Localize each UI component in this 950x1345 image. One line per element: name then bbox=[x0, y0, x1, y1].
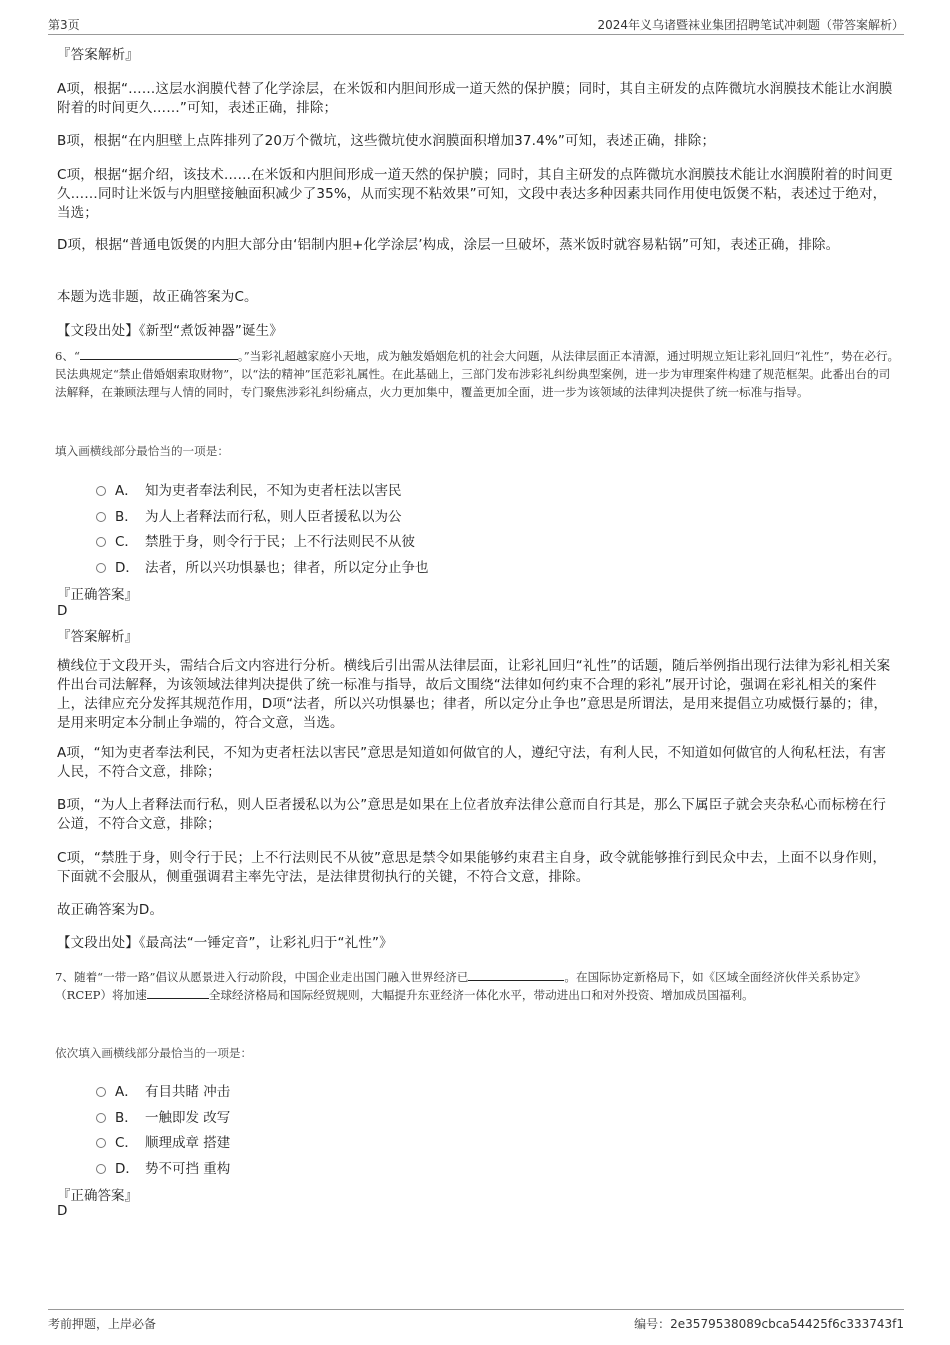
q6-answer-label: 『正确答案』 bbox=[57, 587, 138, 603]
footer-slogan: 考前押题，上岸必备 bbox=[48, 1317, 157, 1331]
q7-stem: 7、随着“一带一路”倡议从愿景进入行动阶段，中国企业走出国门融入世界经济已 。在国际协定新格局下，如《区域全面经济伙伴关系协定》（RCEP）将加速 全球经济格局和国际经贸规则，大幅提升东亚经济一体化水平，带动进出口和对外投资、增加成员国福利。 bbox=[55, 970, 866, 1002]
q6-source: 【文段出处】《最高法“一锤定音”，让彩礼归于“礼性”》 bbox=[57, 935, 393, 951]
q6-option-a[interactable]: A． 知为吏者奉法利民，不知为吏者枉法以害民 bbox=[96, 479, 402, 499]
q7-answer-label: 『正确答案』 bbox=[57, 1188, 138, 1204]
q5-analysis-a: A项，根据“……这层水润膜代替了化学涂层，在米饭和内胆间形成一道天然的保护膜；同时，其自主研发的点阵微坑水润膜技术能让水润膜附着的时间更久……”可知，表述正确，排除； bbox=[57, 81, 893, 116]
q7-answer: D bbox=[57, 1203, 68, 1219]
q7-option-d[interactable]: D． 势不可挡 重构 bbox=[96, 1157, 230, 1177]
q7-blank-1[interactable] bbox=[468, 968, 564, 981]
q7-blank-2[interactable] bbox=[147, 986, 209, 999]
q6-stem-text: 。”当彩礼超越家庭小天地，成为触发婚姻危机的社会大问题，从法律层面正本清源，通过明规立矩让彩礼回归“礼性”，势在必行。民法典规定“禁止借婚姻索取财物”，以“法的精神”匡范彩礼属性。在此基础上，三部门发布涉彩礼纠纷典型案例，进一步为审理案件构建了规范框架。此番出台的司法解释，在兼顾法理与人情的同时，专门聚焦涉彩礼纠纷痛点，火力更加集中，覆盖更加全面，进一步为该领域的法律判决提供了统一标准与指导。 bbox=[55, 349, 900, 399]
page-header bbox=[48, 14, 904, 35]
q6-answer: D bbox=[57, 603, 68, 619]
q5-analysis-c: C项，根据“据介绍，该技术……在米饭和内胆间形成一道天然的保护膜；同时，其自主研发的点阵微坑水润膜技术能让水润膜附着的时间更久……同时让米饭与内胆壁接触面积减少了35%，从而实现不粘效果”可知，文段中表达多种因素共同作用使电饭煲不粘，表述过于绝对，当选； bbox=[57, 167, 893, 221]
page-number: 第3页 bbox=[48, 18, 80, 32]
q6-option-d[interactable]: D． 法者，所以兴功惧暴也；律者，所以定分止争也 bbox=[96, 556, 429, 576]
q7-instruction: 依次填入画横线部分最恰当的一项是： bbox=[55, 1046, 253, 1060]
document-code: 编号：2e3579538089cbca54425f6c333743f1 bbox=[634, 1317, 904, 1331]
q6-option-b[interactable]: B． 为人上者释法而行私，则人臣者援私以为公 bbox=[96, 505, 402, 525]
radio-icon[interactable] bbox=[96, 563, 106, 573]
q7-option-b[interactable]: B． 一触即发 改写 bbox=[96, 1106, 230, 1126]
q6-number: 6、“ bbox=[55, 349, 80, 363]
q6-instruction: 填入画横线部分最恰当的一项是： bbox=[55, 444, 229, 458]
q6-analysis-c: C项，“禁胜于身，则令行于民；上不行法则民不从彼”意思是禁令如果能够约束君主自身，政令就能够推行到民众中去，上面不以身作则，下面就不会服从，侧重强调君主率先守法，是法律贯彻执行的关键，不符合文意，排除。 bbox=[57, 850, 887, 885]
q7-option-c[interactable]: C． 顺理成章 搭建 bbox=[96, 1131, 230, 1151]
document-title: 2024年义乌诸暨袜业集团招聘笔试冲刺题（带答案解析） bbox=[597, 18, 904, 32]
radio-icon[interactable] bbox=[96, 1164, 106, 1174]
q6-stem bbox=[55, 347, 900, 401]
q6-analysis-b: B项，“为人上者释法而行私，则人臣者援私以为公”意思是如果在上位者放弃法律公意而自行其是，那么下属臣子就会夹杂私心而标榜在行公道，不符合文意，排除； bbox=[57, 797, 887, 832]
radio-icon[interactable] bbox=[96, 537, 106, 547]
radio-icon[interactable] bbox=[96, 1087, 106, 1097]
q5-analysis-b: B项，根据“在内胆壁上点阵排列了20万个微坑，这些微坑使水润膜面积增加37.4%”可知，表述正确，排除； bbox=[57, 133, 716, 149]
q5-analysis-d: D项，根据“普通电饭煲的内胆大部分由‘铝制内胆+化学涂层’构成，涂层一旦破坏，蒸米饭时就容易粘锅”可知，表述正确，排除。 bbox=[57, 237, 840, 253]
q6-conclusion: 故正确答案为D。 bbox=[57, 902, 164, 918]
q6-analysis-main: 横线位于文段开头，需结合后文内容进行分析。横线后引出需从法律层面，让彩礼回归“礼性”的话题，随后举例指出现行法律为彩礼相关案件出台司法解释，为该领域法律判决提供了统一标准与指导，故后文围绕“法律如何约束不合理的彩礼”展开讨论，强调在彩礼相关的案件上，法律应充分发挥其规范作用，D项“法者，所以兴功惧暴也；律者，所以定分止争也”意思是所谓法，是用来提倡立功威慑行暴的；律，是用来明定本分制止争端的，符合文意，当选。 bbox=[57, 658, 891, 731]
q6-blank[interactable] bbox=[80, 347, 238, 360]
q5-conclusion: 本题为选非题，故正确答案为C。 bbox=[57, 289, 258, 305]
radio-icon[interactable] bbox=[96, 512, 106, 522]
q6-option-c[interactable]: C． 禁胜于身，则令行于民；上不行法则民不从彼 bbox=[96, 530, 415, 550]
q6-analysis-label: 『答案解析』 bbox=[57, 629, 138, 645]
q7-option-a[interactable]: A． 有目共睹 冲击 bbox=[96, 1080, 230, 1100]
q5-source: 【文段出处】《新型“煮饭神器”诞生》 bbox=[57, 323, 283, 339]
radio-icon[interactable] bbox=[96, 1113, 106, 1123]
q5-analysis-label: 『答案解析』 bbox=[57, 47, 139, 63]
radio-icon[interactable] bbox=[96, 486, 106, 496]
page-footer bbox=[48, 1309, 904, 1336]
radio-icon[interactable] bbox=[96, 1138, 106, 1148]
q6-analysis-a: A项，“知为吏者奉法利民，不知为吏者枉法以害民”意思是知道如何做官的人，遵纪守法，有利人民，不知道如何做官的人徇私枉法，有害人民，不符合文意，排除； bbox=[57, 745, 887, 780]
